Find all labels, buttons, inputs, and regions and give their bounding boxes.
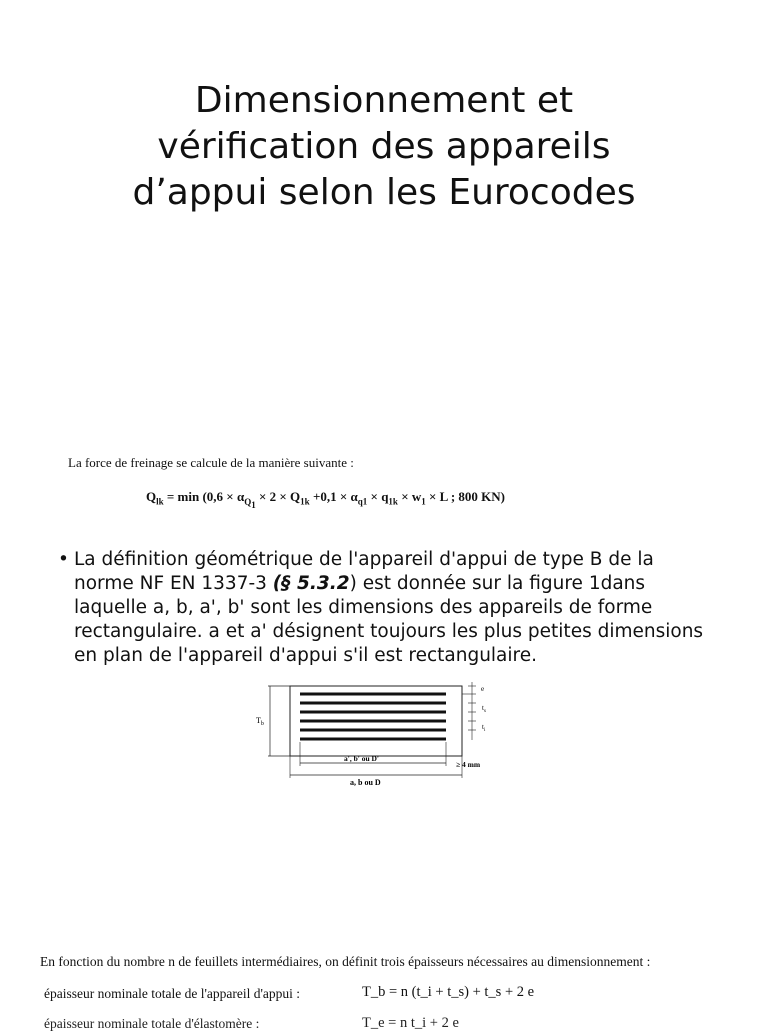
total-thickness-label: épaisseur nominale totale de l'appareil d'appui : [44,986,301,1001]
thickness-intro: En fonction du nombre n de feuillets intermédiaires, on définit trois épaisseurs nécessaires au dimensionnement : [40,954,651,969]
title-line-2: vérification des appareils [157,126,611,167]
title-line-3: d’appui selon les Eurocodes [132,172,636,213]
braking-force-intro: La force de freinage se calcule de la manière suivante : [68,455,354,470]
ts-label: $t_s$ [482,704,486,714]
steel-plates [300,694,446,739]
inner-dim-label: a', b' ou D' [344,754,380,763]
braking-force-formula: $Q_{lk} = \min (0,6 \times \alpha_{Q_1} \times 2 \times Q_{1k} +0,1 \times \alpha_{q1} \times q_{1k} \times w_1 \times L$ ; 800 KN) [146,489,506,510]
total-thickness-formula: T_b = n (t_i + t_s) + t_s + 2 e [362,984,535,1000]
e-label: e [481,685,485,693]
bullet-text: La définition géométrique de l'appareil d'appui de type B de la norme NF EN 1337-3 (§ 5.3.2) est donnée sur la figure 1dans laquelle a, b, a', b' sont les dimensions des appareils de forme rectangulaire. a et a' désignent toujours les plus petites dimensions en plan de l'appareil d'appui s'il est rectangulaire. [74,549,704,666]
tb-label: $T_b$ [256,716,264,727]
title-line-1: Dimensionnement et [194,80,574,121]
definition-bullet [58,548,718,668]
bullet-dot: • [58,549,69,570]
min-cover-label: ≥ 4 mm [456,760,481,769]
page-title [84,78,684,216]
bearing-geometry-figure [254,680,514,792]
elastomer-thickness-formula: T_e = n t_i + 2 e [362,1015,459,1031]
outer-dim-label: a, b ou D [350,778,381,787]
ti-label: $t_i$ [482,723,486,733]
elastomer-thickness-label: épaisseur nominale totale d'élastomère : [44,1016,260,1031]
